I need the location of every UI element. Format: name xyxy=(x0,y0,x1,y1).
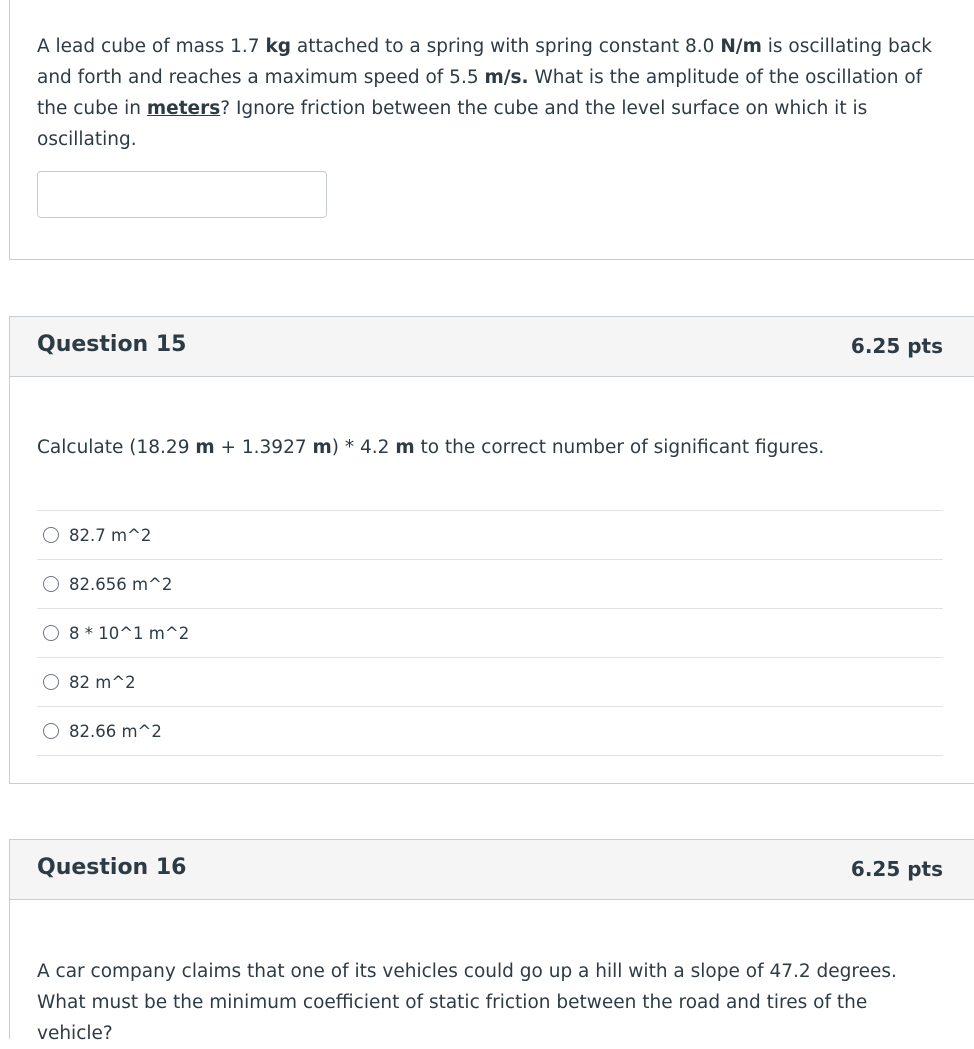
q15-text-part: Calculate (18.29 xyxy=(37,437,196,458)
answer-option[interactable] xyxy=(37,559,943,608)
q15-unit-m: m xyxy=(195,437,215,458)
question-16-text: A car company claims that one of its vehicles could go up a hill with a slope of 47.2 degrees. What must be the minimum coefficient of static friction between the road and tires of the vehicle? xyxy=(37,961,897,1044)
q14-text-part: What is the amplitude of the oscillation of the cube in xyxy=(37,67,923,119)
q15-unit-m: m xyxy=(312,437,332,458)
radio-button[interactable] xyxy=(43,723,59,739)
question-14-card xyxy=(9,0,974,260)
q14-unit-ms: m/s. xyxy=(484,67,529,88)
radio-button[interactable] xyxy=(43,674,59,690)
question-14-text xyxy=(37,31,947,155)
answer-option[interactable] xyxy=(37,608,943,657)
question-title: Question 16 xyxy=(37,855,187,880)
question-header xyxy=(10,317,974,377)
q15-text-part: to the correct number of significant figures. xyxy=(414,437,825,458)
question-15-text xyxy=(37,432,937,463)
answer-option-label: 82.66 m^2 xyxy=(69,721,162,741)
q15-text-part: + 1.3927 xyxy=(214,437,313,458)
q14-unit-nm: N/m xyxy=(720,36,762,57)
answer-option[interactable] xyxy=(37,706,943,756)
answer-option[interactable] xyxy=(37,657,943,706)
q14-text-part: ? Ignore friction between the cube and the level surface on which it is oscillating. xyxy=(37,98,868,150)
radio-button[interactable] xyxy=(43,625,59,641)
q14-unit-kg: kg xyxy=(265,36,291,57)
question-15-card xyxy=(9,316,974,784)
answer-option[interactable] xyxy=(37,510,943,559)
question-points: 6.25 pts xyxy=(850,334,943,358)
answer-option-label: 82.656 m^2 xyxy=(69,574,173,594)
answer-option-label: 82.7 m^2 xyxy=(69,525,152,545)
q15-text-part: ) * 4.2 xyxy=(331,437,396,458)
answer-option-label: 8 * 10^1 m^2 xyxy=(69,623,190,643)
radio-button[interactable] xyxy=(43,576,59,592)
q14-text-part: is oscillating back and forth and reaches a maximum speed of 5.5 xyxy=(37,36,932,88)
q14-text-part: attached to a spring with spring constant 8.0 xyxy=(291,36,721,57)
question-header xyxy=(10,840,974,900)
q14-text-part: A lead cube of mass 1.7 xyxy=(37,36,266,57)
answer-options xyxy=(37,510,943,756)
q15-unit-m: m xyxy=(395,437,415,458)
radio-button[interactable] xyxy=(43,527,59,543)
answer-option-label: 82 m^2 xyxy=(69,672,136,692)
question-16-card xyxy=(9,839,974,1044)
q14-meters-emphasis: meters xyxy=(146,98,221,119)
question-points: 6.25 pts xyxy=(850,857,943,881)
question-title: Question 15 xyxy=(37,332,187,357)
answer-input[interactable] xyxy=(37,171,327,218)
